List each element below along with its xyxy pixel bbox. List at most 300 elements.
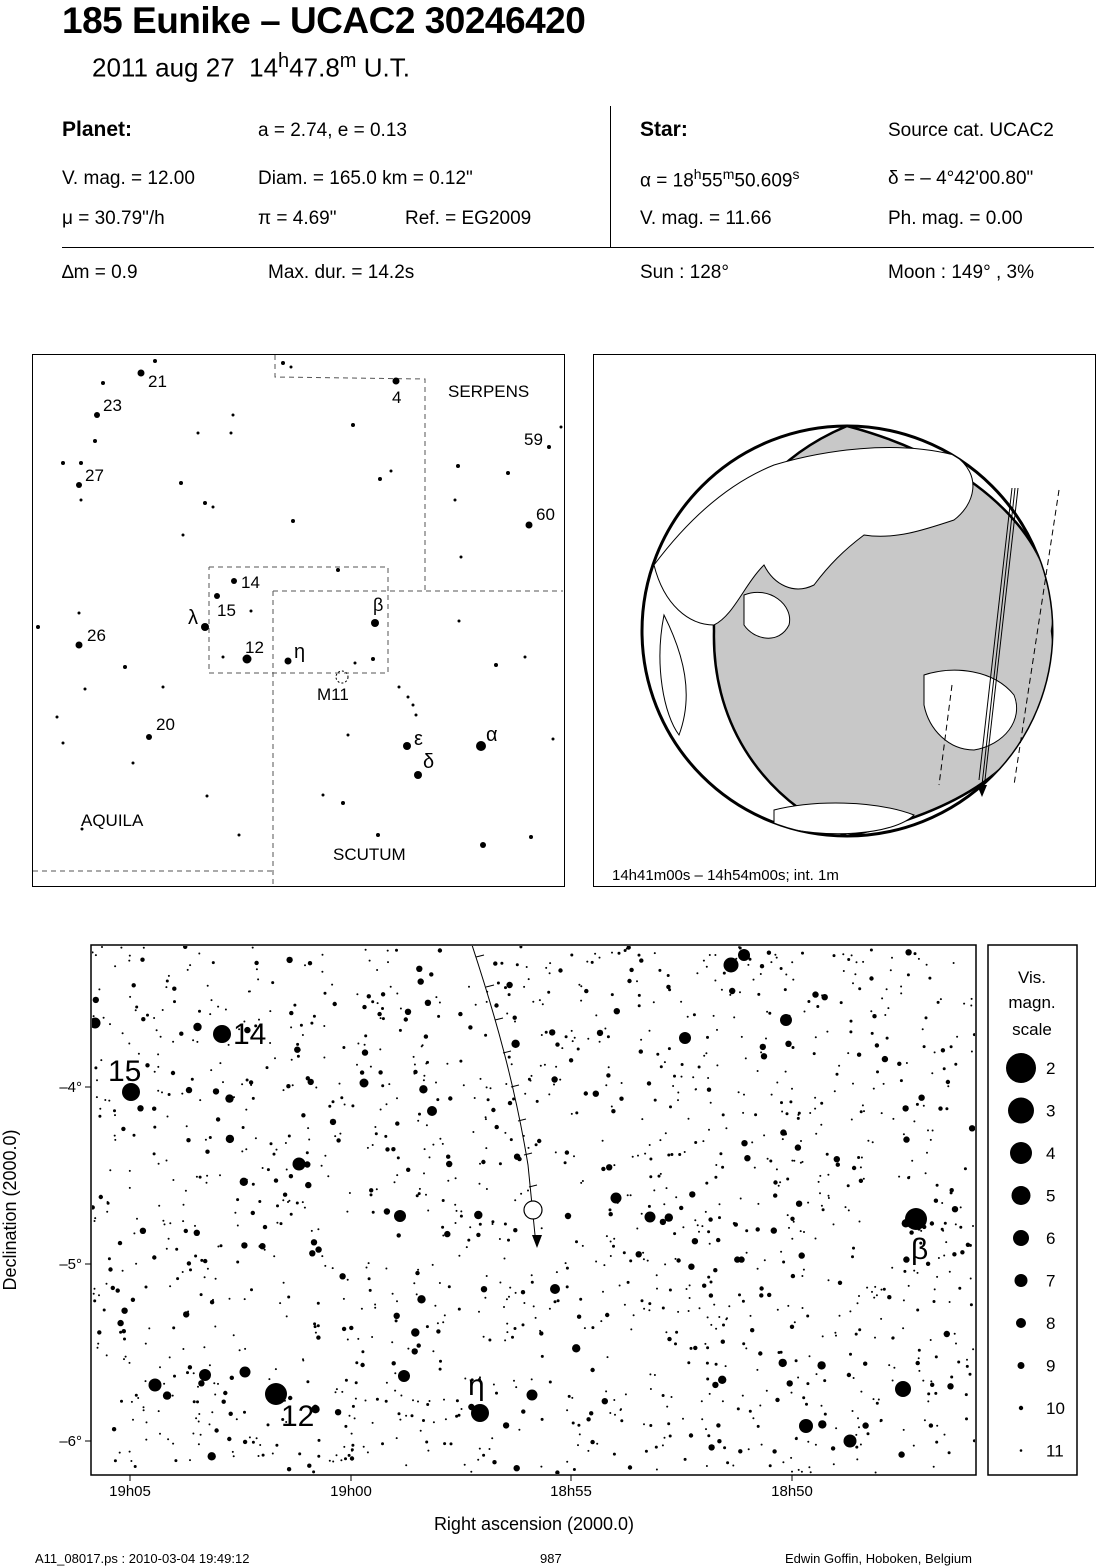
field-star [94,1066,97,1069]
field-star [367,994,371,998]
field-star [849,1030,852,1033]
field-star [916,1309,919,1312]
field-star [511,1063,513,1065]
field-star [479,1448,481,1450]
field-star [381,1442,384,1445]
field-star [555,1066,557,1068]
field-star [863,1362,867,1366]
field-star [333,1002,337,1006]
field-star [395,1319,398,1322]
field-star [949,1301,951,1303]
field-star [463,1084,465,1086]
field-star [458,1308,461,1311]
field-star [780,1251,782,1253]
field-star [878,1399,880,1401]
field-star [638,954,641,957]
field-star [798,1469,800,1471]
field-star [867,1432,870,1435]
field-star [649,1373,651,1375]
field-star [918,1370,920,1372]
field-star [384,1135,387,1138]
constellation-serpens: SERPENS [448,382,530,401]
field-star [380,1109,382,1111]
field-star [361,1350,364,1353]
field-star [193,1400,196,1403]
field-star [574,1037,576,1039]
field-star [345,1379,348,1382]
finder-star [232,414,235,417]
field-star [701,1418,703,1420]
field-star [687,1361,690,1364]
field-star [188,1365,192,1369]
field-star [639,958,643,962]
field-star [633,1314,635,1316]
field-star [275,1444,278,1447]
field-star [770,961,772,963]
finder-star [179,481,183,485]
field-star [575,1240,578,1243]
field-star [366,1267,368,1269]
field-star [455,1222,457,1224]
field-star [852,1083,854,1085]
field-star [959,1226,962,1229]
field-star [227,1437,231,1441]
field-star [193,1372,195,1374]
field-star [262,1167,264,1169]
field-star [757,1070,759,1072]
field-star [429,1156,431,1158]
finder-star [403,742,411,750]
field-star [778,1185,780,1187]
field-star [658,1175,661,1178]
field-star [549,1381,552,1384]
field-star [279,1302,281,1304]
field-star [275,1368,277,1370]
field-star [551,1076,557,1082]
field-star [809,1112,811,1114]
finder-star [524,656,527,659]
field-star [432,1350,434,1352]
field-star [468,1025,472,1029]
field-star [532,1001,534,1003]
field-star [971,998,973,1000]
field-star [355,1361,358,1364]
field-star [191,1078,194,1081]
field-star [690,1347,693,1350]
field-star [638,1004,641,1007]
field-star [286,1084,290,1088]
bright-star [293,1158,306,1171]
field-star [570,954,573,957]
finder-star [336,568,340,572]
field-star [693,1346,697,1350]
field-star [198,1421,200,1423]
field-star [435,996,437,998]
field-star [300,1024,303,1027]
field-star [818,1181,820,1183]
field-star [733,1016,735,1018]
field-star [833,954,836,957]
finder-star [560,426,563,429]
field-star [374,1126,376,1128]
field-star [317,1228,319,1230]
field-star [648,1309,650,1311]
field-star [289,1174,293,1178]
field-star [599,957,601,959]
field-star [162,1009,164,1011]
field-star [815,1036,817,1038]
finder-label: 59 [524,430,543,449]
field-star [964,1167,967,1170]
field-star [665,1213,673,1221]
field-star [908,1176,910,1178]
field-star [756,1369,758,1371]
field-star [470,1471,472,1473]
field-star [913,1270,915,1272]
field-star [594,953,596,955]
field-star [836,1163,840,1167]
field-star [565,1262,567,1264]
field-star [335,1409,341,1415]
field-star [251,1211,255,1215]
finder-star [480,842,486,848]
footer-page: 987 [540,1551,562,1566]
field-star [239,1349,241,1351]
bright-star [905,1208,927,1230]
finder-star [456,464,460,468]
field-star [873,1297,875,1299]
field-star [418,1113,421,1116]
finder-star [290,366,293,369]
field-star [946,1080,950,1084]
field-star [944,1222,947,1225]
field-star [656,1469,658,1471]
finder-star [79,461,83,465]
finder-star [101,381,105,385]
field-star [930,1383,934,1387]
field-star [526,966,528,968]
field-star [880,1318,882,1320]
field-star [905,949,911,955]
field-star [898,1451,904,1457]
field-star [816,1373,818,1375]
field-star [672,1085,674,1087]
field-star [276,1204,279,1207]
field-star [934,1199,938,1203]
field-star [769,1464,772,1467]
field-star [192,1433,194,1435]
field-star [694,1141,697,1144]
field-star [233,1334,235,1336]
x-axis-label: Right ascension (2000.0) [433,1514,635,1534]
field-star [268,1378,270,1380]
field-star [339,1412,341,1414]
field-star [187,969,189,971]
magnitude-symbol [1010,1142,1032,1164]
field-star [249,1436,251,1438]
field-star [710,1102,712,1104]
field-star [368,1277,371,1280]
field-star [713,1268,717,1272]
field-star [721,989,723,991]
finder-star [415,714,418,717]
field-star [327,1175,329,1177]
field-star [860,1444,862,1446]
field-star [313,1322,316,1325]
field-star [624,1304,626,1306]
field-star [381,1084,384,1087]
field-star [456,1399,459,1402]
field-star [315,1332,317,1334]
field-star [795,1144,801,1150]
field-star [158,1163,160,1165]
field-star [244,1298,246,1300]
field-star [597,1030,603,1036]
field-star [206,1182,208,1184]
field-star [873,1398,875,1400]
field-star [767,951,771,955]
field-star [301,1113,305,1117]
field-star [659,1139,661,1141]
field-star [256,1437,258,1439]
finder-star [398,686,401,689]
field-star [892,1118,894,1120]
field-star [667,974,670,977]
field-star [332,1461,334,1463]
field-star [317,1324,320,1327]
field-star [663,1203,665,1205]
field-star [414,1064,416,1066]
field-star [614,1414,616,1416]
field-star [464,1378,466,1380]
field-star [199,1176,202,1179]
field-star [114,1459,117,1462]
field-star [857,1156,860,1159]
finder-star [93,439,97,443]
field-star [97,1343,99,1345]
field-star [936,1184,939,1187]
field-star [704,1343,706,1345]
field-star [940,998,942,1000]
field-star [586,1417,590,1421]
field-star [204,1276,206,1278]
field-star [528,978,530,980]
field-star [307,1127,309,1129]
field-star [714,1176,717,1179]
field-star [930,1339,932,1341]
field-star [242,1126,245,1129]
field-star [213,1382,215,1384]
field-star [98,1115,101,1118]
field-star [179,1032,183,1036]
field-star [137,1397,139,1399]
field-star [610,1255,612,1257]
field-star [642,1252,644,1254]
field-star [873,1088,875,1090]
field-star [458,1255,460,1257]
field-star [395,949,398,952]
field-star [488,1339,491,1342]
field-star [153,1017,155,1019]
field-star [680,1001,682,1003]
field-star [522,1323,525,1326]
field-star [689,1284,691,1286]
field-star [822,1208,825,1211]
field-star [857,1417,859,1419]
field-star [609,1412,611,1414]
field-star [780,1351,783,1354]
field-star [106,1283,108,1285]
field-star [726,1317,728,1319]
field-star [580,985,582,987]
field-star [807,1000,810,1003]
field-star [943,1067,946,1070]
field-star [183,1204,185,1206]
chart-star-label: 12 [281,1400,315,1433]
field-star [423,1075,425,1077]
scale-title: scale [1012,1020,1052,1039]
planet-orbit: a = 2.74, e = 0.13 [258,120,407,141]
field-star [671,1396,673,1398]
magnitude-label: 9 [1046,1356,1056,1376]
field-star [129,996,131,998]
field-star [732,1465,734,1467]
field-star [527,1190,529,1192]
field-star [745,1229,748,1232]
field-star [395,1121,399,1125]
planet-motion: μ = 30.79"/h [62,208,165,229]
field-star [540,1065,542,1067]
field-star [632,1156,634,1158]
field-star [718,1376,726,1384]
field-star [838,1281,842,1285]
field-star [887,1295,891,1299]
field-star [146,1014,149,1017]
field-star [611,952,613,954]
field-star [849,1310,851,1312]
field-star [923,1045,926,1048]
field-star [492,1223,494,1225]
finder-label: 15 [217,601,236,620]
field-star [618,952,621,955]
field-star [589,1411,593,1415]
field-star [744,1155,750,1161]
field-star [255,1137,257,1139]
chart-star-label: η [468,1369,485,1402]
field-star [486,1188,488,1190]
field-star [927,1392,930,1395]
field-star [536,1100,539,1103]
field-star [756,1227,760,1231]
field-star [404,1017,408,1021]
finder-star [230,432,233,435]
field-star [484,1034,487,1037]
field-star [612,1245,615,1248]
field-star [442,1235,444,1237]
field-star [768,1012,771,1015]
field-star [370,1193,373,1196]
field-star [897,1062,901,1066]
field-star [477,1459,479,1461]
field-star [815,1133,817,1135]
field-star [580,1182,582,1184]
field-star [128,960,130,962]
finder-star [182,534,185,537]
field-star [882,1056,888,1062]
field-star [621,1082,623,1084]
field-star [352,1405,355,1408]
field-star [705,1211,707,1213]
field-star [881,997,883,999]
field-star [660,1065,663,1068]
field-star [729,988,735,994]
field-star [385,1400,388,1403]
field-star [952,1206,958,1212]
magnitude-label: 2 [1046,1059,1056,1078]
field-star [211,1411,213,1413]
field-star [681,1076,683,1078]
field-star [649,1030,651,1032]
field-star [584,1327,586,1329]
field-star [540,1466,542,1468]
field-star [757,1425,760,1428]
field-star [422,1419,425,1422]
field-star [129,1187,131,1189]
field-star [605,1084,607,1086]
field-star [750,1328,754,1332]
event-time: 2011 aug 27 14$^h$47.8$^m$ U.T. [92,50,410,83]
field-star [918,1349,921,1352]
field-star [565,1213,571,1219]
field-star [392,1361,396,1365]
field-star [507,1239,510,1242]
field-star [388,1083,390,1085]
field-star [927,1400,929,1402]
field-star [876,1402,879,1405]
field-star [579,1298,582,1301]
field-star [725,1127,727,1129]
finder-star [231,578,237,584]
finder-star [414,771,422,779]
field-star [867,1140,869,1142]
field-star [590,1368,594,1372]
field-star [140,958,144,962]
field-star [579,1433,581,1435]
field-star [523,986,525,988]
field-star [776,1082,778,1084]
field-star [743,1094,745,1096]
field-star [280,1222,283,1225]
field-star [626,948,628,950]
field-star [739,991,741,993]
finder-label: 20 [156,715,175,734]
field-star [600,1320,602,1322]
field-star [814,1097,816,1099]
field-star [695,1088,697,1090]
field-star [417,1269,419,1271]
field-star [209,1364,211,1366]
field-star [209,1013,211,1015]
field-star [439,1282,441,1284]
field-star [287,1467,291,1471]
field-star [432,1264,434,1266]
field-star [780,967,783,970]
field-star [954,1063,957,1066]
field-star [405,1415,407,1417]
field-star [806,1382,809,1385]
field-star [504,1258,506,1260]
field-star [146,1421,148,1423]
